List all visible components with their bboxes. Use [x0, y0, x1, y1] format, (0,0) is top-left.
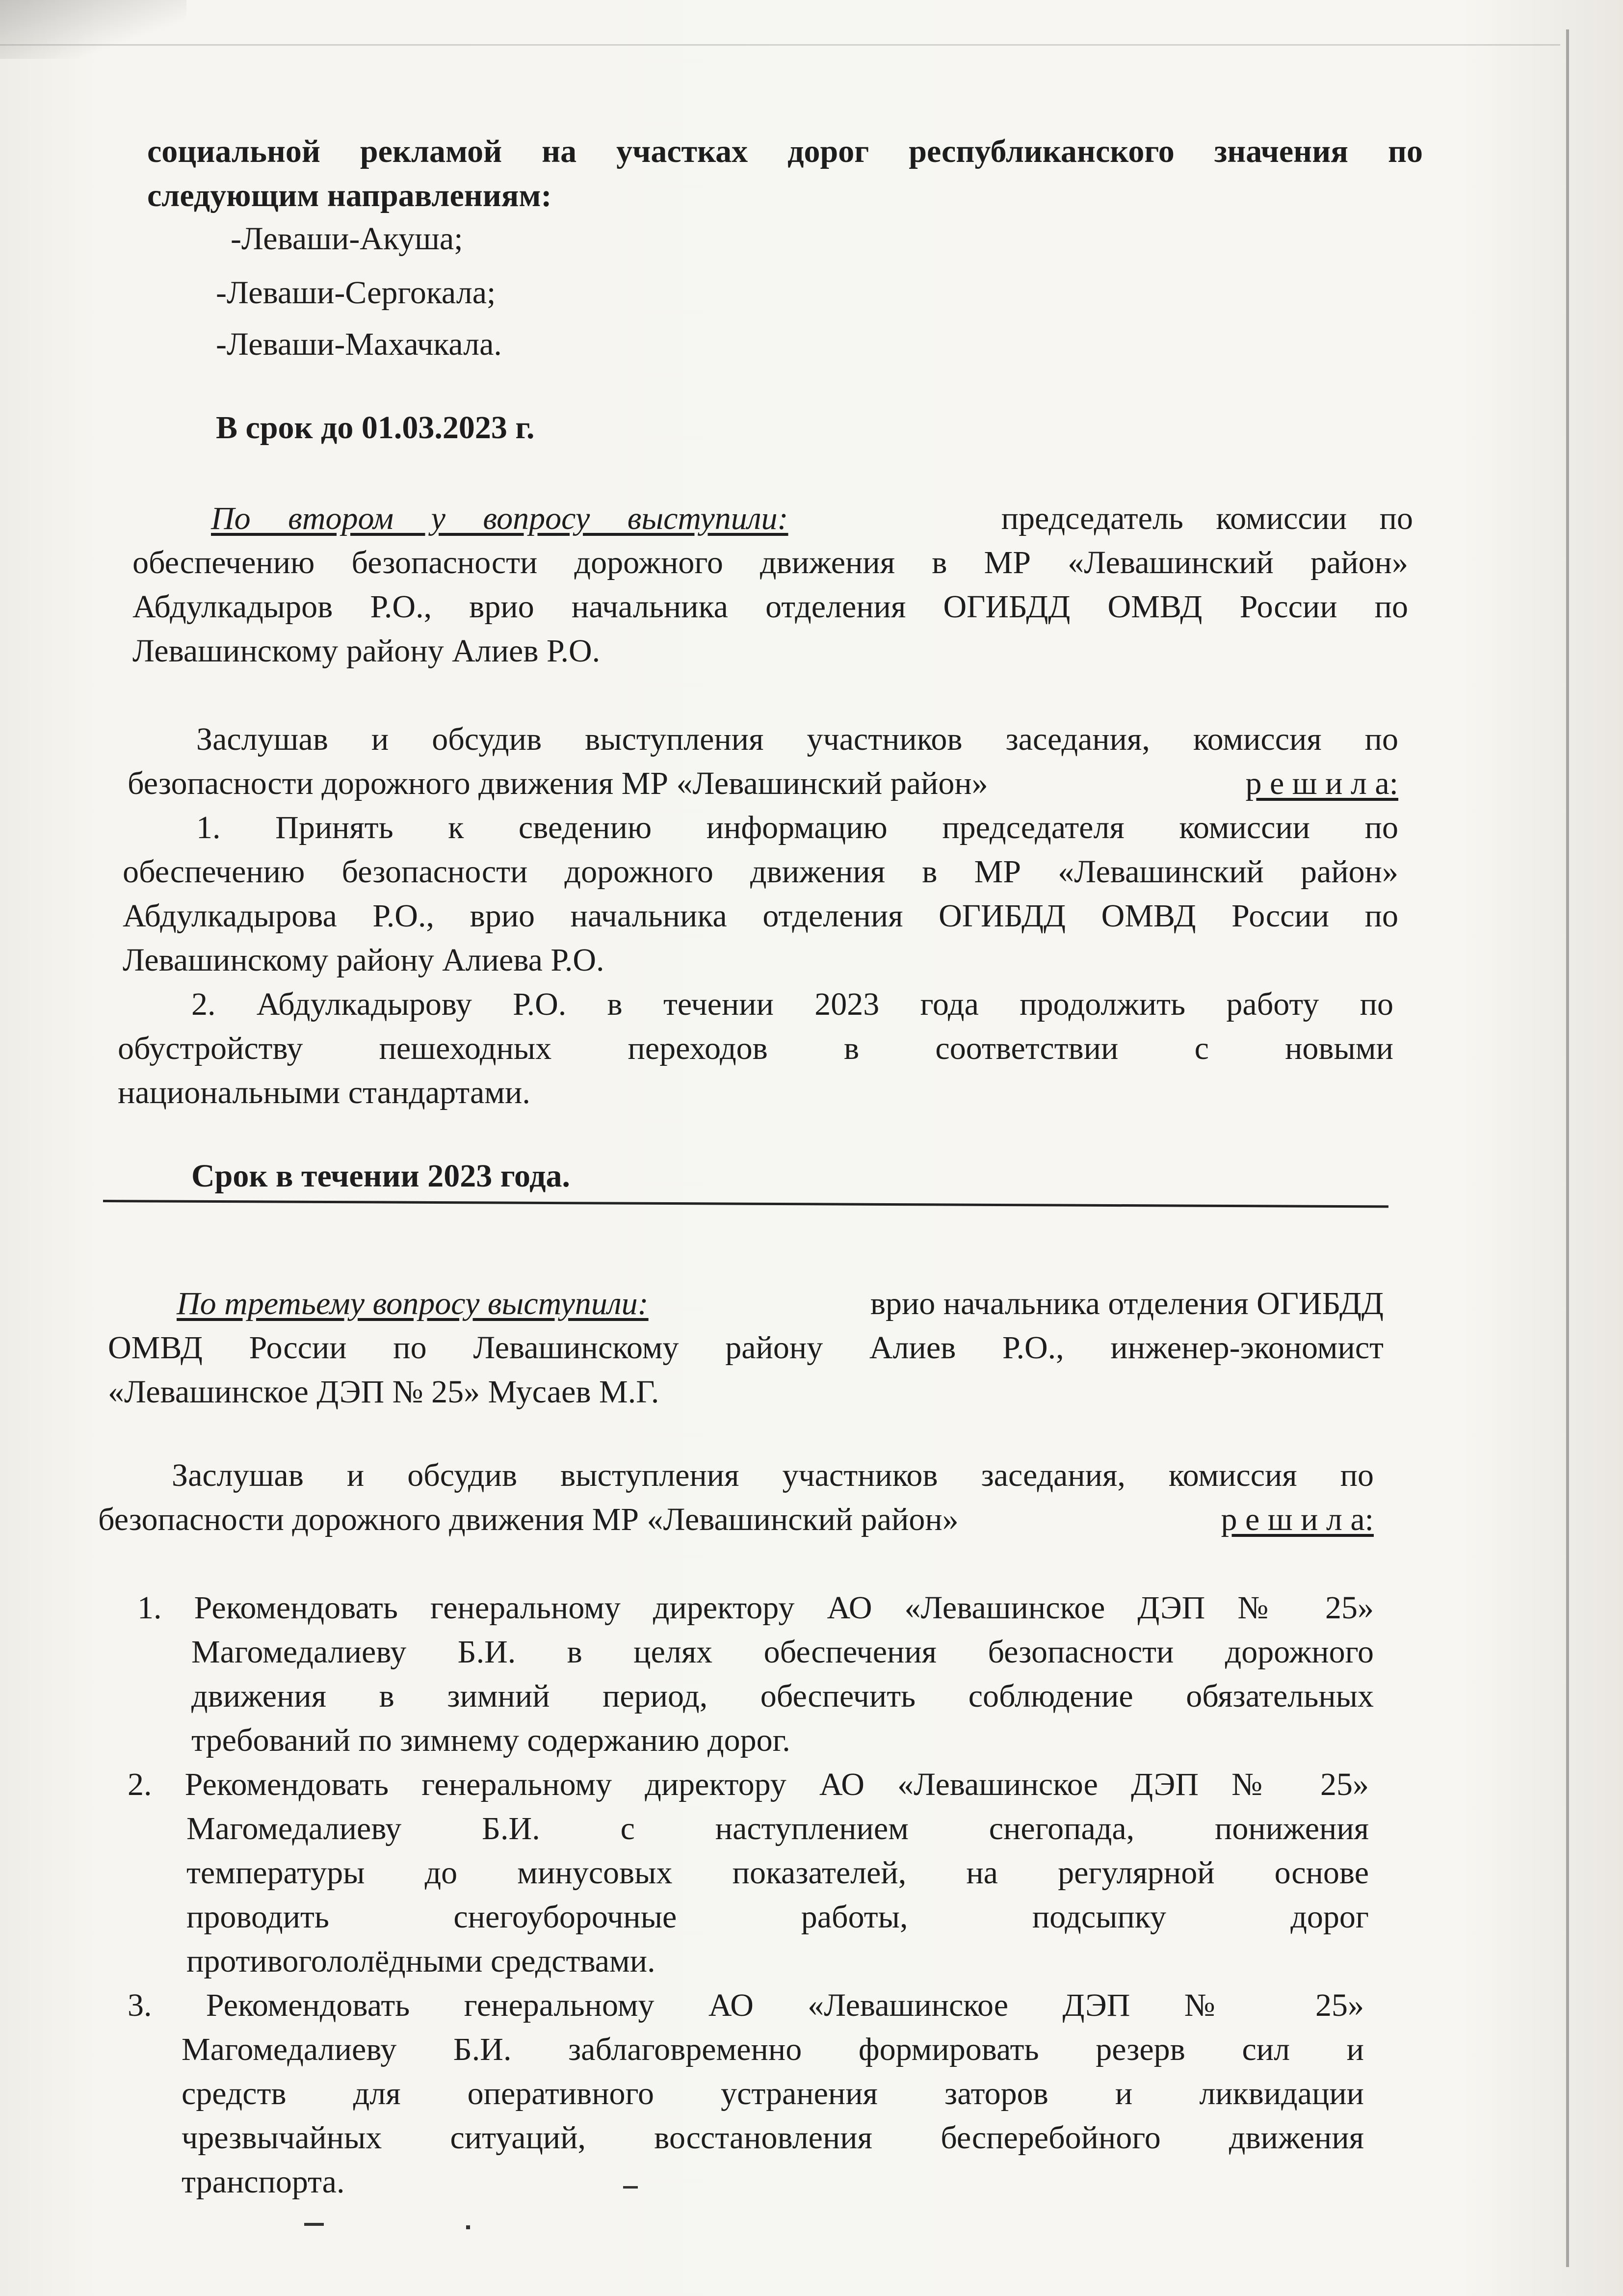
scan-corner-shadow — [0, 0, 186, 59]
question-2-label: По втором у вопросу выступили: — [211, 501, 788, 536]
direction-item: -Леваши-Акуша; — [231, 221, 463, 257]
text-line: проводить снегоуборочные работы, подсыпку дорог — [186, 1899, 1369, 1935]
text-line: требований по зимнему содержанию дорог. — [191, 1722, 790, 1758]
decision-heading — [128, 761, 1398, 807]
text-line: председатель комиссии по — [1001, 501, 1413, 536]
question-3-label: По третьему вопросу выступили: — [177, 1286, 649, 1321]
text-line: Магомедалиеву Б.И. заблаговременно формировать резерв сил и — [182, 2032, 1364, 2067]
recommendation-item: 1. Рекомендовать генеральному директору АО «Левашинское ДЭП № 25» — [137, 1590, 1374, 1626]
text-line: движения в зимний период, обеспечить соблюдение обязательных — [191, 1678, 1374, 1714]
text-line: ОМВД России по Левашинскому району Алиев Р.О., инженер-экономист — [108, 1330, 1384, 1366]
text-line: транспорта. — [182, 2164, 345, 2200]
question-3-heading — [177, 1281, 1384, 1327]
decided-word: р е ш и л а: — [1245, 765, 1398, 801]
scan-speck — [623, 2186, 638, 2189]
text-line: температуры до минусовых показателей, на регулярной основе — [186, 1855, 1369, 1891]
text-line: Заслушав и обсудив выступления участников заседания, комиссия по — [172, 1457, 1374, 1493]
deadline: В срок до 01.03.2023 г. — [216, 410, 535, 446]
text-line: Левашинскому району Алиев Р.О. — [132, 633, 601, 669]
text-line: «Левашинское ДЭП № 25» Мусаев М.Г. — [108, 1374, 659, 1410]
recommendation-item: 3. Рекомендовать генеральному АО «Левашинское ДЭП № 25» — [128, 1987, 1364, 2023]
text-line: Заслушав и обсудив выступления участников заседания, комиссия по — [196, 721, 1398, 757]
scan-top-edge — [0, 44, 1560, 46]
text-line: Магомедалиеву Б.И. с наступлением снегопада, понижения — [186, 1811, 1369, 1847]
recommendation-item: 2. Рекомендовать генеральному директору АО «Левашинское ДЭП № 25» — [128, 1767, 1369, 1802]
scan-right-edge — [1566, 29, 1569, 2267]
scan-speck — [304, 2223, 324, 2226]
direction-item: -Леваши-Махачкала. — [216, 326, 502, 362]
text-line: противогололёдными средствами. — [186, 1943, 655, 1979]
decided-word: р е ш и л а: — [1221, 1502, 1374, 1537]
text-line: средств для оперативного устранения заторов и ликвидации — [182, 2076, 1364, 2111]
question-2-heading — [211, 496, 1413, 542]
decision-heading — [98, 1497, 1374, 1543]
text-line: обеспечению безопасности дорожного движения в МР «Левашинский район» — [123, 854, 1398, 890]
deadline: Срок в течении 2023 года. — [191, 1158, 571, 1194]
text-line: безопасности дорожного движения МР «Левашинский район» — [128, 765, 988, 801]
text-line: Левашинскому району Алиева Р.О. — [123, 942, 604, 978]
text-line: обеспечению безопасности дорожного движения в МР «Левашинский район» — [132, 545, 1408, 581]
text-line: национальными стандартами. — [118, 1075, 530, 1110]
text-line: безопасности дорожного движения МР «Левашинский район» — [98, 1502, 959, 1537]
text-line: Абдулкадыров Р.О., врио начальника отделения ОГИБДД ОМВД России по — [132, 589, 1408, 625]
text-line: Абдулкадырова Р.О., врио начальника отделения ОГИБДД ОМВД России по — [123, 898, 1398, 934]
decision-item: 1. Принять к сведению информацию председателя комиссии по — [196, 810, 1398, 845]
scan-speck — [466, 2225, 470, 2229]
text-line: следующим направлениям: — [147, 178, 552, 213]
direction-item: -Леваши-Сергокала; — [216, 275, 496, 311]
text-line: врио начальника отделения ОГИБДД — [870, 1286, 1384, 1321]
text-line: обустройству пешеходных переходов в соответствии с новыми — [118, 1030, 1393, 1066]
section-divider — [103, 1200, 1388, 1208]
decision-item: 2. Абдулкадырову Р.О. в течении 2023 года продолжить работу по — [191, 986, 1393, 1022]
text-line: Магомедалиеву Б.И. в целях обеспечения безопасности дорожного — [191, 1634, 1374, 1670]
text-line: чрезвычайных ситуаций, восстановления бесперебойного движения — [182, 2120, 1364, 2156]
text-line: социальной рекламой на участках дорог республиканского значения по — [147, 133, 1423, 169]
